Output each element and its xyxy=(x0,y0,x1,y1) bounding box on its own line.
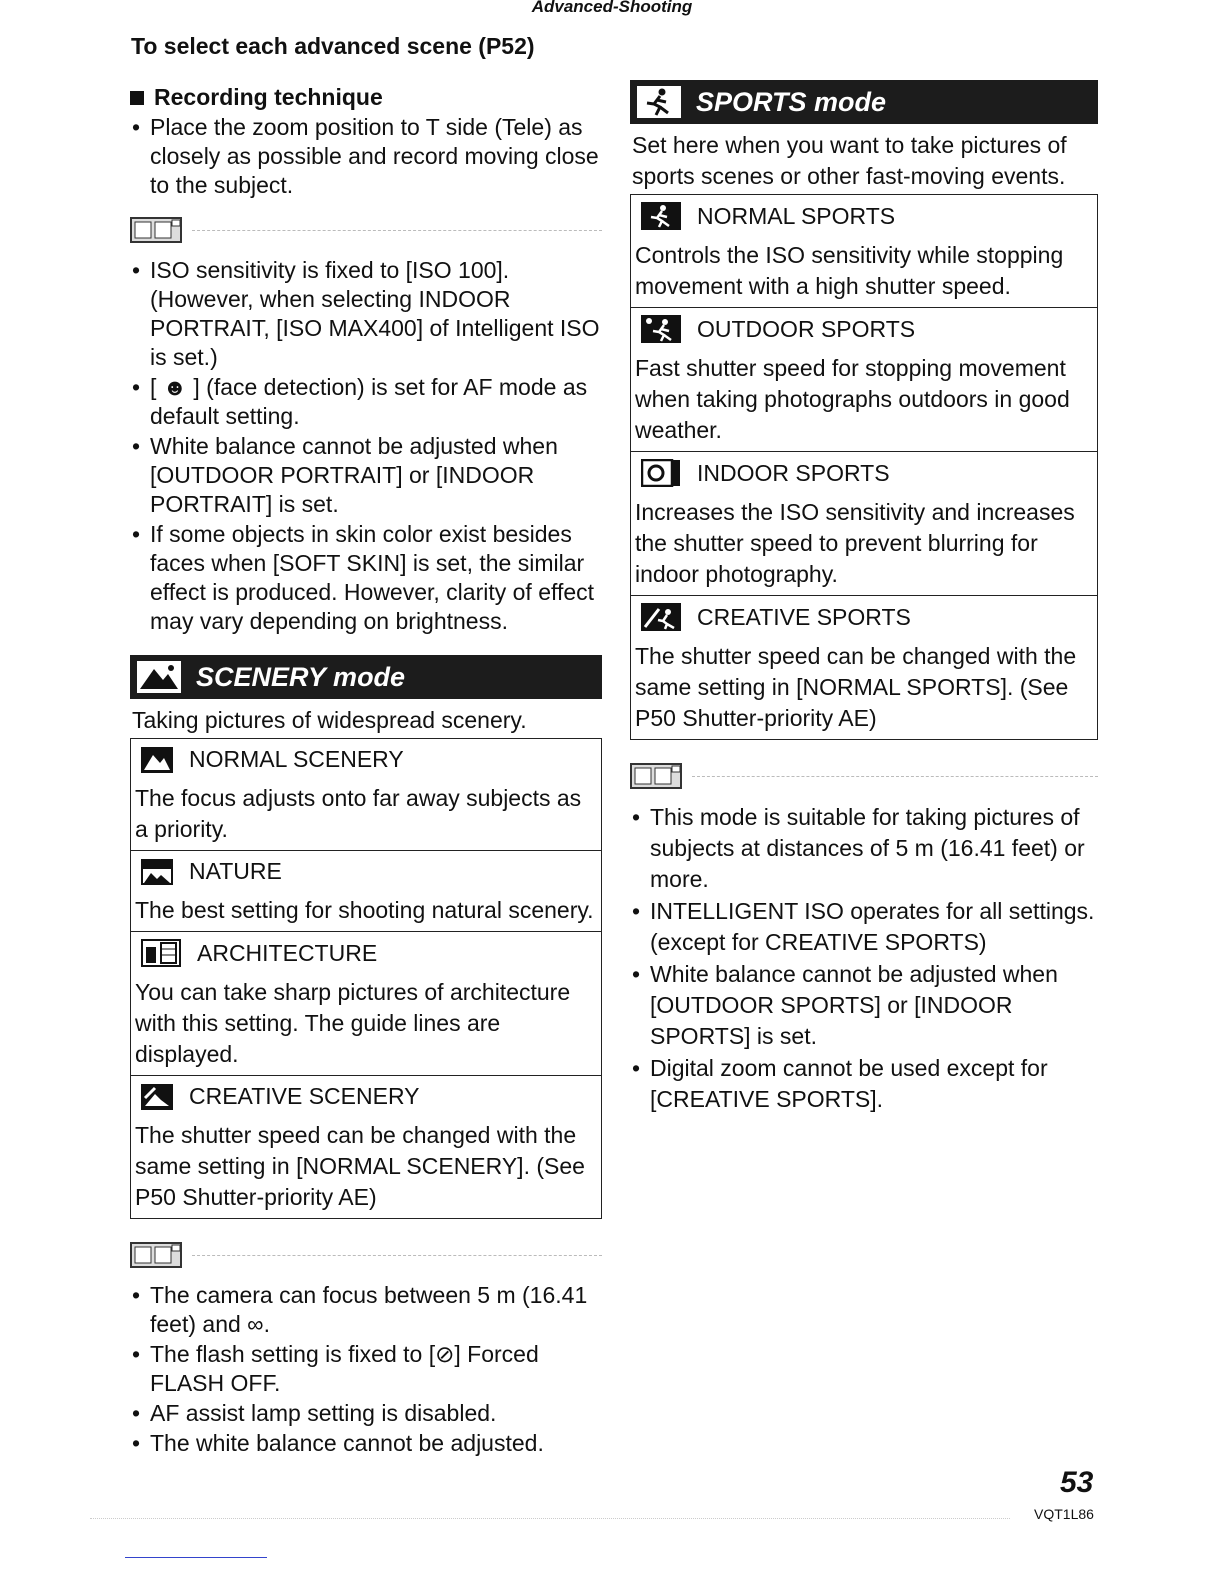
memo-icon xyxy=(630,762,682,790)
creative-scenery-icon xyxy=(141,1084,173,1110)
page-number: 53 xyxy=(1060,1466,1094,1499)
list-item: • White balance cannot be adjusted when [OUTDOOR SPORTS] or [INDOOR SPORTS] is set. xyxy=(630,959,1098,1052)
scenery-icon xyxy=(136,660,182,694)
page-subtitle: To select each advanced scene (P52) xyxy=(131,33,535,59)
portrait-notes-list xyxy=(130,256,602,636)
right-column xyxy=(630,80,1098,1116)
table-row: ARCHITECTURE You can take sharp pictures of architecture with this setting. The guide lines are displayed. xyxy=(131,932,602,1076)
indoor-sports-icon xyxy=(641,459,681,487)
scenery-options-table xyxy=(130,738,602,1219)
page-header: Advanced-Shooting xyxy=(531,0,693,16)
creative-sports-icon xyxy=(641,603,681,631)
table-row: OUTDOOR SPORTS Fast shutter speed for stopping movement when taking photographs outdoors in good weather. xyxy=(631,308,1098,452)
list-item: • The camera can focus between 5 m (16.41 feet) and ∞. xyxy=(130,1281,602,1339)
scenery-mode-banner: SCENERY mode xyxy=(130,655,602,699)
sports-notes-list xyxy=(630,802,1098,1115)
list-item: • The flash setting is fixed to [⊘] Forced FLASH OFF. xyxy=(130,1340,602,1398)
sports-icon xyxy=(636,85,682,119)
left-column xyxy=(130,84,602,1459)
list-item: • White balance cannot be adjusted when [OUTDOOR PORTRAIT] or [INDOOR PORTRAIT] is set. xyxy=(130,432,602,519)
list-item: • [ ☻ ] (face detection) is set for AF mode as default setting. xyxy=(130,373,602,431)
sports-intro: Set here when you want to take pictures of sports scenes or other fast-moving events. xyxy=(632,132,1067,189)
list-item: • This mode is suitable for taking pictures of subjects at distances of 5 m (16.41 feet) or more. xyxy=(630,802,1098,895)
list-item: • Place the zoom position to T side (Tele) as closely as possible and record moving close to the subject. xyxy=(130,113,602,200)
list-item: • If some objects in skin color exist besides faces when [SOFT SKIN] is set, the similar effect is produced. However, clarity of effect may vary depending on brightness. xyxy=(130,520,602,636)
building-icon xyxy=(141,939,181,967)
list-item: • The white balance cannot be adjusted. xyxy=(130,1429,602,1458)
table-row: NATURE The best setting for shooting natural scenery. xyxy=(131,851,602,932)
recording-list xyxy=(130,113,602,200)
sports-options-table xyxy=(630,194,1098,740)
list-item: • ISO sensitivity is fixed to [ISO 100]. (However, when selecting INDOOR PORTRAIT, [ISO MAX400] of Intelligent ISO is set.) xyxy=(130,256,602,372)
face-detection-icon: ☻ xyxy=(162,374,187,400)
list-item: • Digital zoom cannot be used except for [CREATIVE SPORTS]. xyxy=(630,1053,1098,1115)
square-bullet-icon xyxy=(130,91,144,105)
sports-mode-banner: SPORTS mode xyxy=(630,80,1098,124)
mountain-icon xyxy=(141,747,173,773)
list-item: • AF assist lamp setting is disabled. xyxy=(130,1399,602,1428)
note-divider xyxy=(130,1239,602,1271)
nature-icon xyxy=(141,859,173,885)
runner-icon xyxy=(641,202,681,230)
document-code: VQT1L86 xyxy=(1034,1506,1094,1522)
outdoor-runner-icon xyxy=(641,315,681,343)
memo-icon xyxy=(130,1241,182,1269)
recording-technique-heading: Recording technique xyxy=(130,84,602,111)
table-row: CREATIVE SPORTS The shutter speed can be changed with the same setting in [NORMAL SPORTS]. (See P50 Shutter-priority AE) xyxy=(631,596,1098,740)
table-row: INDOOR SPORTS Increases the ISO sensitivity and increases the shutter speed to prevent blurring for indoor photography. xyxy=(631,452,1098,596)
table-row: NORMAL SCENERY The focus adjusts onto far away subjects as a priority. xyxy=(131,739,602,851)
note-divider xyxy=(130,214,602,246)
table-row: NORMAL SPORTS Controls the ISO sensitivity while stopping movement with a high shutter speed. xyxy=(631,195,1098,308)
scenery-intro: Taking pictures of widespread scenery. xyxy=(132,707,527,733)
table-row: CREATIVE SCENERY The shutter speed can be changed with the same setting in [NORMAL SCENERY]. (See P50 Shutter-priority AE) xyxy=(131,1076,602,1219)
note-divider xyxy=(630,760,1098,792)
scenery-notes-list xyxy=(130,1281,602,1458)
list-item: • INTELLIGENT ISO operates for all settings. (except for CREATIVE SPORTS) xyxy=(630,896,1098,958)
memo-icon xyxy=(130,216,182,244)
flash-off-icon: ⊘ xyxy=(435,1341,455,1367)
